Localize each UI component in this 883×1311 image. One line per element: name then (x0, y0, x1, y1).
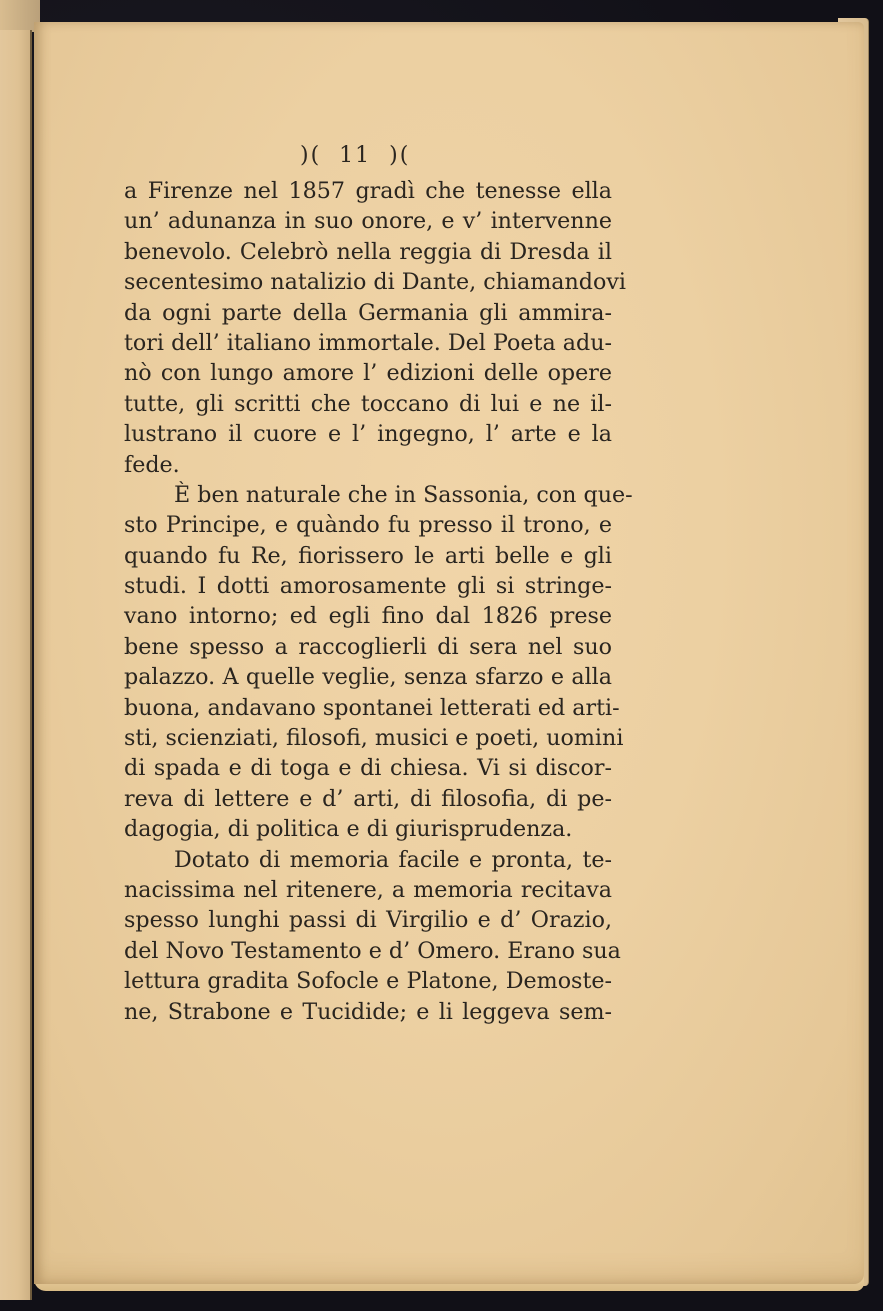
text-line: tutte, gli scritti che toccano di lui e ne il- (124, 390, 612, 417)
text-line: tori dell’ italiano immortale. Del Poeta adu- (124, 329, 612, 356)
text-line: sto Principe, e quàndo fu presso il trono, e (124, 512, 612, 539)
text-line: fede. (124, 451, 180, 478)
text-line: secentesimo natalizio di Dante, chiamandovi (124, 269, 626, 296)
text-line: del Novo Testamento e d’ Omero. Erano sua (124, 937, 621, 964)
text-line: buona, andavano spontanei letterati ed arti- (124, 694, 620, 721)
text-line: a Firenze nel 1857 gradì che tenesse ella (124, 178, 612, 204)
text-line: sti, scienziati, filosofi, musici e poeti, uomini (124, 725, 624, 752)
text-line: di spada e di toga e di chiesa. Vi si discor- (124, 755, 612, 782)
text-line: studi. I dotti amorosamente gli si stringe- (124, 573, 612, 600)
text-line: vano intorno; ed egli fino dal 1826 prese (124, 603, 612, 630)
text-line: lettura gradita Sofocle e Platone, Demoste- (124, 968, 612, 995)
text-line: dagogia, di politica e di giurisprudenza. (124, 816, 573, 843)
text-line: un’ adunanza in suo onore, e v’ intervenne (124, 208, 612, 235)
text-line: bene spesso a raccoglierli di sera nel suo (124, 633, 612, 660)
text-line: da ogni parte della Germania gli ammira- (124, 299, 612, 326)
text-line: ne, Strabone e Tucidide; e li leggeva sem- (124, 998, 612, 1025)
text-line: nò con lungo amore l’ edizioni delle opere (124, 360, 612, 387)
text-line: Dotato di memoria facile e pronta, te- (174, 846, 612, 873)
text-line: È ben naturale che in Sassonia, con que- (174, 481, 633, 508)
text-line: nacissima nel ritenere, a memoria recitava (124, 876, 612, 903)
text-line: reva di lettere e d’ arti, di filosofia, di pe- (124, 785, 612, 812)
page-number: )( 11 )( (300, 143, 411, 168)
text-line: benevolo. Celebrò nella reggia di Dresda il (124, 238, 612, 265)
text-line: spesso lunghi passi di Virgilio e d’ Orazio, (124, 907, 612, 934)
text-line: palazzo. A quelle veglie, senza sfarzo e alla (124, 664, 612, 691)
left-page-edge (0, 30, 32, 1300)
text-line: lustrano il cuore e l’ ingegno, l’ arte e la (124, 421, 612, 448)
text-line: quando fu Re, fiorissero le arti belle e gli (124, 542, 612, 569)
body-text (124, 176, 633, 1027)
